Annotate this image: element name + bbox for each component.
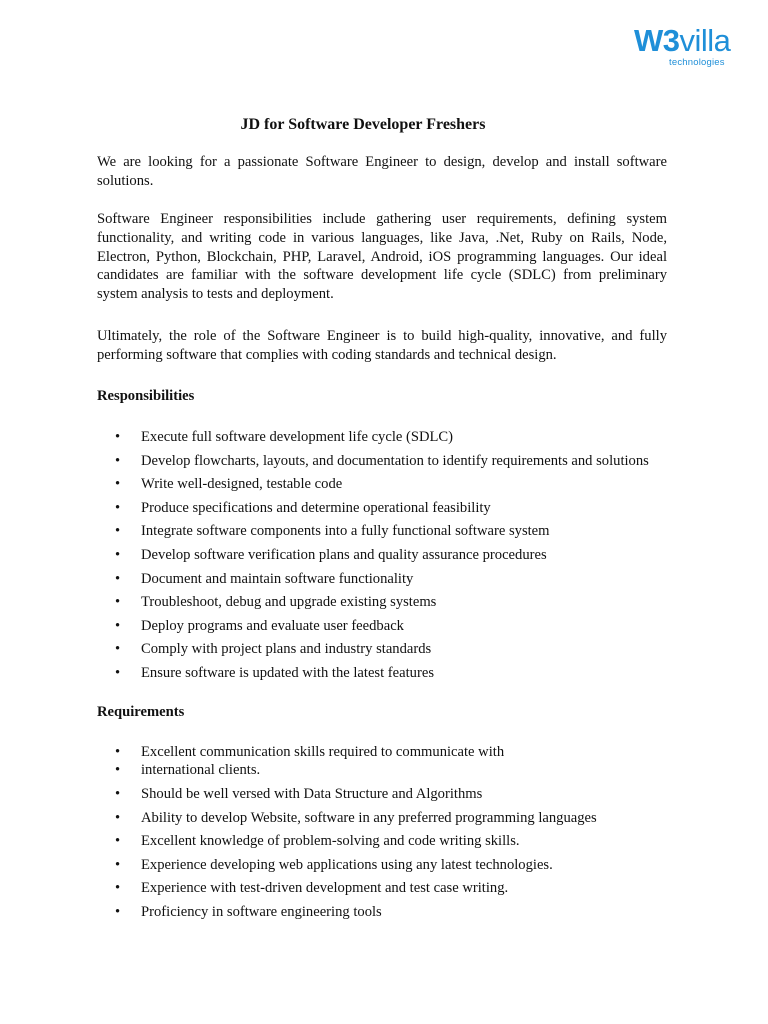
requirement-text: Experience developing web applications using any latest technologies. [141, 856, 553, 873]
bullet-icon: • [115, 880, 121, 897]
requirement-item [115, 743, 597, 785]
bullet-icon: • [115, 641, 121, 658]
responsibility-text: Troubleshoot, debug and upgrade existing systems [141, 594, 437, 611]
logo-subtext: technologies [669, 57, 725, 68]
responsibility-item [115, 617, 649, 641]
responsibilities-summary-paragraph: Software Engineer responsibilities include gathering user requirements, defining system functionality, and writing code in various languages, like Java, .Net, Ruby on Rails, Node, Electron, Python, Blockchain, PHP, Laravel, Android, iOS programming languages. Our ideal candidates are familiar with the software development life cycle (SDLC) from preliminary system analysis to tests and deployment. [97, 211, 667, 303]
requirement-item [115, 903, 597, 927]
responsibility-text: Produce specifications and determine operational feasibility [141, 499, 491, 516]
responsibilities-list [115, 428, 649, 688]
requirement-text: Should be well versed with Data Structure and Algorithms [141, 786, 483, 802]
bullet-icon: • [115, 786, 121, 802]
bullet-icon: • [115, 523, 121, 540]
logo-w3: W3 [634, 23, 680, 58]
bullet-icon: • [115, 903, 121, 920]
bullet-icon: • [115, 762, 121, 778]
requirement-text: Excellent communication skills required to communicate with [141, 744, 505, 760]
responsibility-item [115, 570, 649, 594]
company-logo [634, 24, 752, 72]
logo-villa: villa [679, 23, 731, 58]
responsibility-item [115, 522, 649, 546]
intro-paragraph: We are looking for a passionate Software Engineer to design, develop and install software solutions. [97, 154, 667, 189]
responsibilities-heading: Responsibilities [97, 388, 195, 404]
bullet-icon: • [115, 809, 121, 826]
responsibility-item [115, 499, 649, 523]
requirement-text: Proficiency in software engineering tools [141, 903, 382, 920]
responsibility-item [115, 452, 649, 476]
responsibility-text: Deploy programs and evaluate user feedback [141, 617, 404, 634]
bullet-icon: • [115, 617, 121, 634]
requirement-item [115, 809, 597, 833]
requirement-continuation [115, 761, 597, 779]
responsibility-item [115, 664, 649, 688]
requirements-heading: Requirements [97, 704, 185, 720]
responsibility-item [115, 428, 649, 452]
responsibility-item [115, 593, 649, 617]
responsibility-text: Execute full software development life cycle (SDLC) [141, 429, 454, 445]
bullet-icon: • [115, 429, 121, 445]
responsibility-text: Document and maintain software functionality [141, 570, 414, 587]
requirement-text-continuation: international clients. [141, 762, 261, 778]
bullet-icon: • [115, 499, 121, 516]
responsibility-text: Write well-designed, testable code [141, 476, 343, 493]
logo-wordmark [634, 24, 752, 58]
responsibility-text: Develop software verification plans and quality assurance procedures [141, 546, 547, 563]
bullet-icon: • [115, 744, 121, 760]
bullet-icon: • [115, 570, 121, 587]
requirement-text: Ability to develop Website, software in any preferred programming languages [141, 809, 597, 826]
bullet-icon: • [115, 594, 121, 611]
requirement-text: Experience with test-driven development and test case writing. [141, 880, 509, 897]
requirement-item [115, 856, 597, 880]
bullet-icon: • [115, 476, 121, 493]
responsibility-item [115, 546, 649, 570]
requirement-item [115, 785, 597, 809]
bullet-icon: • [115, 452, 121, 469]
requirement-text: Excellent knowledge of problem-solving and code writing skills. [141, 833, 520, 850]
requirement-item [115, 832, 597, 856]
responsibility-text: Comply with project plans and industry standards [141, 641, 432, 658]
bullet-icon: • [115, 833, 121, 850]
responsibility-item [115, 640, 649, 664]
requirement-item [115, 879, 597, 903]
role-summary-paragraph: Ultimately, the role of the Software Engineer is to build high-quality, innovative, and fully performing software that complies with coding standards and technical design. [97, 328, 667, 363]
responsibility-text: Develop flowcharts, layouts, and documentation to identify requirements and solutions [141, 452, 649, 469]
responsibility-text: Integrate software components into a fully functional software system [141, 523, 550, 540]
bullet-icon: • [115, 546, 121, 563]
document-title: JD for Software Developer Freshers [240, 116, 486, 133]
responsibility-item [115, 475, 649, 499]
bullet-icon: • [115, 664, 121, 681]
requirements-list [115, 743, 597, 927]
bullet-icon: • [115, 856, 121, 873]
responsibility-text: Ensure software is updated with the latest features [141, 664, 434, 681]
